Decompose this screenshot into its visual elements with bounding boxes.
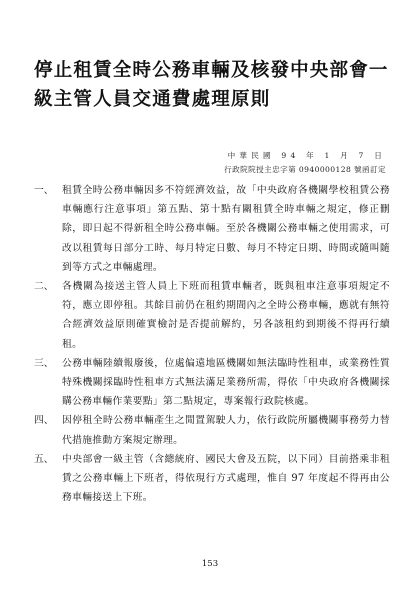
provision-number: 二、 <box>34 281 54 293</box>
page-number: 153 <box>201 559 219 569</box>
provision-text: 中央部會一級主管（含總統府、國民大會及五院，以下同）目前搭乘非租賃之公務車輛上下班者，得依現行方式處理，惟自 97 年度起不得再由公務車輛接送上下班。 <box>62 453 390 504</box>
issue-date: 中華民國 94 年 1 月 7 日 <box>227 151 386 160</box>
provision-number: 一、 <box>34 185 54 196</box>
provision-text: 各機關為接送主管人員上下班而租賃車輛者，既與租車注意事項規定不符，應立即停租。其餘目前仍在租約期間內之全時公務車輛，應就有無符合經濟效益原則確實檢討是否提前解約，另各該租約到期後不得再行續租。 <box>62 281 390 350</box>
provision-text: 租賃全時公務車輛因多不符經濟效益，故「中央政府各機關學校租賃公務車輛應行注意事項」第五點、第十點有關租賃全時車輛之規定，修正刪除，即日起不得新租全時公務車輛。至於各機關公務車輛之使用需求，可改以租賃每日部分工時、每月特定日數、每月不特定日期、時間或隨叫隨到等方式之車輛處理。 <box>62 185 390 273</box>
provision-text: 公務車輛陸續報廢後，位處偏遠地區機關如無法臨時性租車，或業務性質特殊機關採臨時性租車方式無法滿足業務所需，得依「中央政府各機關採購公務車輛作業要點」第二點規定，專案報行政院核處。 <box>62 357 390 408</box>
provision-number: 四、 <box>34 415 54 427</box>
provision-item <box>34 181 390 277</box>
provision-number: 五、 <box>34 453 54 465</box>
provision-item <box>34 354 390 412</box>
document-title: 停止租賃全時公務車輛及核發中央部會一級主管人員交通費處理原則 <box>34 60 389 110</box>
provision-number: 三、 <box>34 357 54 369</box>
provision-item <box>34 450 390 508</box>
issuer-reference: 行政院院授主忠字第 0940000128 號函訂定 <box>224 165 386 174</box>
provisions-list <box>34 181 390 507</box>
provision-text: 因停租全時公務車輛產生之閒置駕駛人力，依行政院所屬機關事務勞力替代措施推動方案規定辦理。 <box>62 415 390 446</box>
provision-item <box>34 277 390 354</box>
provision-item <box>34 411 390 449</box>
